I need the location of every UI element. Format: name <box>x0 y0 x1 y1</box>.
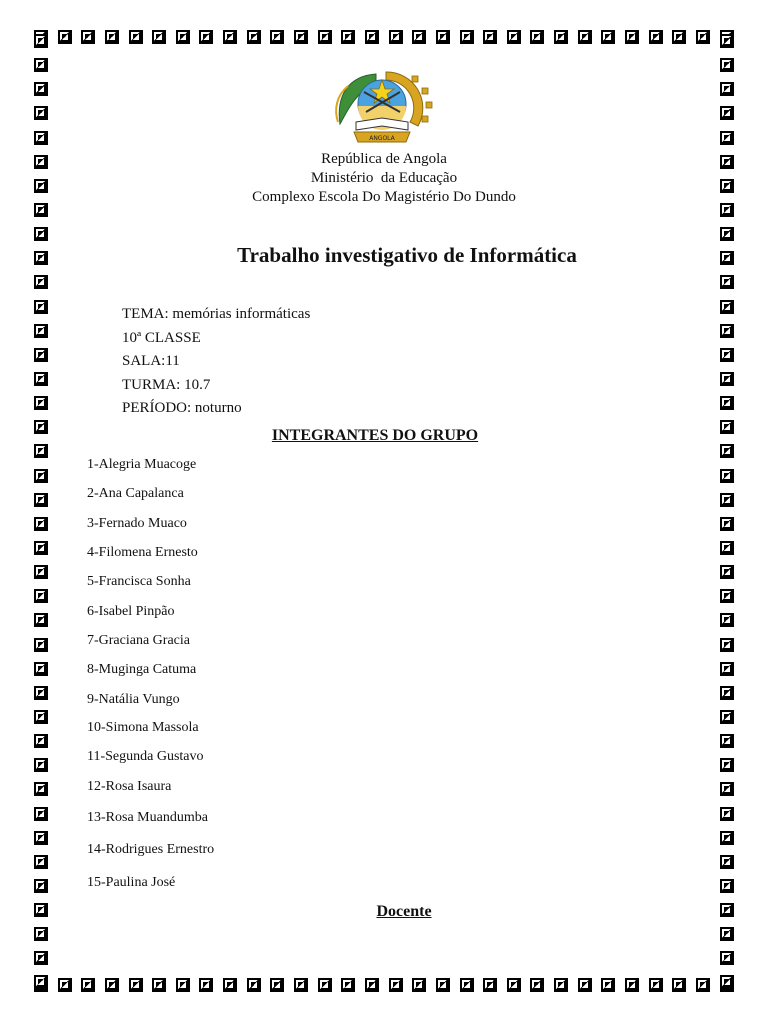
group-members-heading: INTEGRANTES DO GRUPO <box>271 427 479 444</box>
border-tile <box>696 30 710 44</box>
border-tile <box>720 927 734 941</box>
border-tile <box>34 831 48 845</box>
border-tile <box>34 58 48 72</box>
border-tile <box>601 30 615 44</box>
school-name: Complexo Escola Do Magistério Do Dundo <box>252 189 516 205</box>
border-tile <box>105 978 119 992</box>
border-tile <box>625 30 639 44</box>
border-tile <box>720 300 734 314</box>
border-tile <box>483 978 497 992</box>
border-tile <box>720 589 734 603</box>
border-tile <box>105 30 119 44</box>
border-tile <box>436 978 450 992</box>
border-tile <box>720 372 734 386</box>
border-tile <box>152 978 166 992</box>
list-item: 8-Muginga Catuma <box>87 662 197 677</box>
border-tile <box>199 30 213 44</box>
border-tile <box>365 978 379 992</box>
border-tile <box>720 131 734 145</box>
border-tile <box>34 927 48 941</box>
list-item: 11-Segunda Gustavo <box>87 749 204 764</box>
border-tile <box>34 951 48 965</box>
list-item: 10-Simona Massola <box>87 720 199 735</box>
border-tile <box>34 662 48 676</box>
border-tile <box>247 978 261 992</box>
border-tile <box>34 493 48 507</box>
country-name: República de Angola <box>321 151 447 167</box>
border-tile <box>270 30 284 44</box>
border-tile <box>34 879 48 893</box>
border-tile <box>625 978 639 992</box>
border-tile <box>460 30 474 44</box>
list-item: 6-Isabel Pinpão <box>87 604 175 619</box>
border-tile <box>223 30 237 44</box>
border-tile <box>270 978 284 992</box>
border-tile <box>720 517 734 531</box>
border-tile <box>601 978 615 992</box>
border-tile <box>34 348 48 362</box>
border-tile <box>34 444 48 458</box>
border-tile <box>720 541 734 555</box>
assignment-info <box>122 303 310 421</box>
border-tile <box>720 975 734 989</box>
list-item: 9-Natália Vungo <box>87 692 180 707</box>
border-tile <box>81 30 95 44</box>
border-tile <box>34 34 48 48</box>
border-tile <box>34 589 48 603</box>
border-tile <box>720 324 734 338</box>
border-tile <box>720 275 734 289</box>
border-tile <box>129 978 143 992</box>
border-tile <box>720 396 734 410</box>
border-tile <box>389 30 403 44</box>
border-tile <box>152 30 166 44</box>
border-tile <box>720 807 734 821</box>
sala-line: SALA:11 <box>122 353 180 369</box>
border-tile <box>720 34 734 48</box>
border-tile <box>341 30 355 44</box>
border-tile <box>129 30 143 44</box>
border-tile <box>554 978 568 992</box>
border-tile <box>720 951 734 965</box>
list-item: 15-Paulina José <box>87 875 176 890</box>
border-tile <box>720 469 734 483</box>
list-item: 3-Fernado Muaco <box>87 516 187 531</box>
svg-text:ANGOLA: ANGOLA <box>369 135 395 142</box>
border-tile <box>318 30 332 44</box>
border-tile <box>34 686 48 700</box>
border-tile <box>58 978 72 992</box>
ministry-name: Ministério da Educação <box>310 170 458 186</box>
border-tile <box>176 30 190 44</box>
list-item: 7-Graciana Gracia <box>87 633 190 648</box>
border-tile <box>720 613 734 627</box>
teacher-heading: Docente <box>376 903 432 920</box>
border-tile <box>223 978 237 992</box>
border-tile <box>720 565 734 579</box>
border-tile <box>720 710 734 724</box>
border-tile <box>199 978 213 992</box>
border-tile <box>720 831 734 845</box>
list-item: 13-Rosa Muandumba <box>87 810 208 825</box>
border-tile <box>176 978 190 992</box>
border-tile <box>460 978 474 992</box>
border-tile <box>34 469 48 483</box>
border-tile <box>720 734 734 748</box>
border-tile <box>578 978 592 992</box>
angola-coat-of-arms-icon <box>326 66 438 148</box>
border-tile <box>720 227 734 241</box>
border-tile <box>34 275 48 289</box>
border-tile <box>672 30 686 44</box>
border-tile <box>554 30 568 44</box>
border-tile <box>34 975 48 989</box>
border-tile <box>58 30 72 44</box>
border-tile <box>412 978 426 992</box>
border-tile <box>720 348 734 362</box>
border-tile <box>34 565 48 579</box>
border-tile <box>341 978 355 992</box>
institution-header <box>0 150 768 207</box>
border-tile <box>389 978 403 992</box>
border-tile <box>294 30 308 44</box>
border-tile <box>720 686 734 700</box>
border-tile <box>530 30 544 44</box>
border-tile <box>720 106 734 120</box>
border-tile <box>365 30 379 44</box>
border-tile <box>649 30 663 44</box>
border-tile <box>34 300 48 314</box>
border-tile <box>696 978 710 992</box>
border-tile <box>34 638 48 652</box>
border-tile <box>247 30 261 44</box>
border-tile <box>34 734 48 748</box>
border-tile <box>294 978 308 992</box>
border-tile <box>720 82 734 96</box>
border-tile <box>34 372 48 386</box>
border-tile <box>436 30 450 44</box>
document-title: Trabalho investigativo de Informática <box>237 243 577 267</box>
border-tile <box>720 782 734 796</box>
page-border-bottom <box>34 978 734 992</box>
border-tile <box>34 541 48 555</box>
border-tile <box>34 396 48 410</box>
border-tile <box>34 613 48 627</box>
border-tile <box>34 131 48 145</box>
list-item: 1-Alegria Muacoge <box>87 457 197 472</box>
border-tile <box>720 444 734 458</box>
list-item: 14-Rodrigues Ernestro <box>87 842 215 857</box>
border-tile <box>720 758 734 772</box>
border-tile <box>720 662 734 676</box>
border-tile <box>34 710 48 724</box>
border-tile <box>720 58 734 72</box>
border-tile <box>34 82 48 96</box>
border-tile <box>34 782 48 796</box>
list-item: 12-Rosa Isaura <box>87 779 172 794</box>
border-tile <box>34 227 48 241</box>
border-tile <box>649 978 663 992</box>
border-tile <box>507 30 521 44</box>
border-tile <box>720 638 734 652</box>
border-tile <box>34 324 48 338</box>
border-tile <box>507 978 521 992</box>
border-tile <box>34 517 48 531</box>
tema-line: TEMA: memórias informáticas <box>122 306 311 322</box>
classe-line: 10ª CLASSE <box>122 329 201 346</box>
list-item: 2-Ana Capalanca <box>87 486 184 501</box>
border-tile <box>530 978 544 992</box>
border-tile <box>318 978 332 992</box>
border-tile <box>720 879 734 893</box>
border-tile <box>81 978 95 992</box>
border-tile <box>34 855 48 869</box>
border-tile <box>672 978 686 992</box>
border-tile <box>412 30 426 44</box>
border-tile <box>34 807 48 821</box>
border-tile <box>720 855 734 869</box>
page-border-top <box>34 30 734 44</box>
list-item: 4-Filomena Ernesto <box>87 545 198 560</box>
border-tile <box>578 30 592 44</box>
periodo-line: PERÍODO: noturno <box>122 400 242 416</box>
border-tile <box>483 30 497 44</box>
list-item: 5-Francisca Sonha <box>87 574 191 589</box>
turma-line: TURMA: 10.7 <box>122 376 211 393</box>
border-tile <box>720 493 734 507</box>
border-tile <box>34 106 48 120</box>
border-tile <box>34 758 48 772</box>
